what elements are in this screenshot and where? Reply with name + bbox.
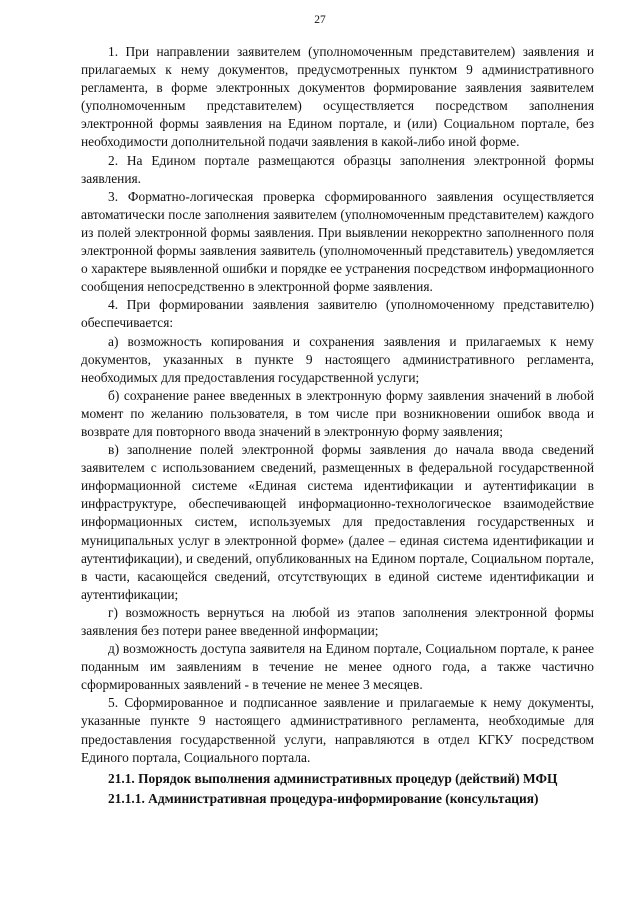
list-item-a: а) возможность копирования и сохранения заявления и прилагаемых к нему документов, указанных в пункте 9 настоящего административного регламента, необходимых для предоставления государственной услуги; — [81, 333, 594, 385]
paragraph-4: 4. При формировании заявления заявителю (уполномоченному представителю) обеспечивается: — [81, 297, 594, 331]
list-item-v: в) заполнение полей электронной формы заявления до начала ввода сведений заявителем с использованием сведений, размещенных в федеральной государственной информационной системе «Единая система идентификации и аутентификации в инфраструктуре, обеспечивающей информационно-технологическое взаимодействие информационных систем, используемых для предоставления государственных и муниципальных услуг в электронной форме» (далее – единая система идентификации и аутентификации), и сведений, опубликованных на Едином портале, Социальном портале, в части, касающейся сведений, отсутствующих в единой системе идентификации и аутентификации; — [81, 442, 594, 602]
section-heading-21-1-1: 21.1.1. Административная процедура-информирование (консультация) — [108, 790, 539, 806]
paragraph-3: 3. Форматно-логическая проверка сформированного заявления осуществляется автоматически после заполнения заявителем (уполномоченным представителем) каждого из полей электронной формы заявления. При выявлении некорректно заполненного поля электронной формы заявления заявитель (уполномоченный представитель) уведомляется о характере выявленной ошибки и порядке ее устранения посредством информационного сообщения непосредственно в электронной форме заявления. — [81, 188, 594, 295]
page-number: 27 — [314, 14, 326, 26]
paragraph-1: 1. При направлении заявителем (уполномоченным представителем) заявления и прилагаемых к нему документов, предусмотренных пунктом 9 административного регламента, в форме электронных документов формирование заявления заявителем (уполномоченным представителем) осуществляется посредством заполнения электронной формы заявления на Едином портале, и (или) Социальном портале, без необходимости дополнительной подачи заявления в какой-либо иной форме. — [81, 44, 594, 150]
list-item-g: г) возможность вернуться на любой из этапов заполнения электронной формы заявления без потери ранее введенной информации; — [81, 604, 594, 638]
list-item-b: б) сохранение ранее введенных в электронную форму заявления значений в любой момент по желанию пользователя, в том числе при возникновении ошибок ввода и возврате для повторного ввода значений в электронную форму заявления; — [81, 387, 594, 439]
paragraph-2: 2. На Едином портале размещаются образцы заполнения электронной формы заявления. — [81, 152, 594, 186]
paragraph-5: 5. Сформированное и подписанное заявление и прилагаемые к нему документы, указанные пункте 9 настоящего административного регламента, необходимые для предоставления государственной услуги, направляются в отдел КГКУ посредством Единого портала, Социального портала. — [81, 695, 594, 765]
list-item-d: д) возможность доступа заявителя на Едином портале, Социальном портале, к ранее поданным им заявлениям в течение не менее одного года, а также частично сформированных заявлений - в течение не менее 3 месяцев. — [81, 641, 594, 693]
section-heading-21-1: 21.1. Порядок выполнения административных процедур (действий) МФЦ — [108, 770, 558, 786]
document-body — [81, 43, 594, 808]
